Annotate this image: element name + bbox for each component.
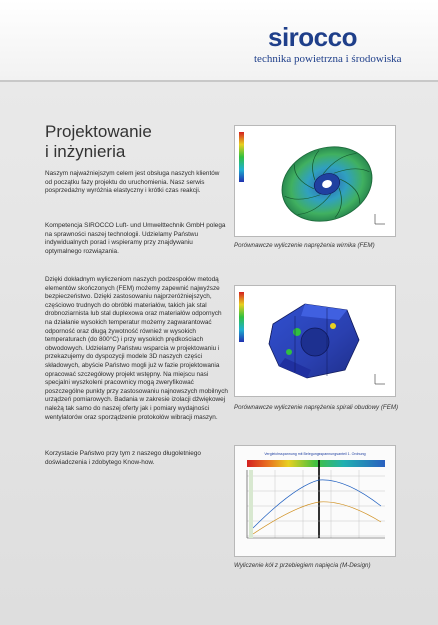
brand-logo: sirocco xyxy=(268,22,357,52)
figure-mdesign-caption: Wyliczenie kół z przebiegiem napięcia (M-Design) xyxy=(234,562,371,569)
header xyxy=(0,0,438,80)
page-title-line2: i inżynieria xyxy=(45,142,126,161)
paragraph-fem: Dzięki dokładnym wyliczeniom naszych podzespołów metodą elementów skończonych (FEM) możemy zapewnić najwyższe bezpieczeństwo. Dzięki zastosowaniu najprzeróżniejszych, częściowo trudnych do obróbki materiałów, takich jak stal drobnoziarnista lub stal duplexowa oraz materiałów odpornych na działanie wysokich temperatur możemy zagwarantować odporność oraz długą żywotność również w wysokich temperaturach (do 800°C) i przy wysokich prędkościach obwodowych. Udzielamy Państwu wsparcia w projektowaniu i przekazujemy do dyspozycji modele 3D naszych części składowych, abyście Państwo mogli już w fazie projektowania opracować szczegółowy projekt wstępny. Na miejscu nasi specjalni wyszkoleni pracownicy mogą zweryfikować poszczególne punkty przy zastosowaniu najnowszych mobilnych urządzeń pomiarowych. Badania w zakresie izolacji dźwiękowej należą tak samo do naszej oferty jak i pomiary wydajności wentylatorów oraz sporządzenie protokołów wibracji maszyn. xyxy=(45,276,228,421)
casing-fem-image xyxy=(235,286,395,396)
page-title-line1: Projektowanie xyxy=(45,122,152,141)
brand-tagline: technika powietrzna i środowiska xyxy=(254,53,402,65)
figure-casing-caption: Porównawcze wyliczenie naprężenia spirali obudowy (FEM) xyxy=(234,404,399,411)
figure-mdesign xyxy=(234,445,396,557)
impeller-fem-image xyxy=(235,126,395,236)
figure-impeller-caption: Porównawcze wyliczenie naprężenia wirnika (FEM) xyxy=(234,242,375,249)
paragraph-experience: Korzystacie Państwo przy tym z naszego długoletniego doświadczenia i zdobytego Know-how. xyxy=(45,450,201,466)
page-title xyxy=(45,122,152,162)
mdesign-chart-image xyxy=(235,446,395,556)
figure-casing-fem xyxy=(234,285,396,397)
paragraph-intro: Naszym najważniejszym celem jest obsługa naszych klientów od początku fazy projektu do uruchomienia. Nasz serwis posprzedażny wyróżnia elastyczny i krótki czas reakcji. xyxy=(45,170,220,195)
paragraph-competence: Kompetencja SIROCCO Luft- und Umwelttechnik GmbH polega na sprawności naszej technologii. Udzielamy Państwu indywidualnych porad i wspieramy przy znajdywaniu optymalnego rozwiązania. xyxy=(45,222,226,255)
figure-impeller-fem xyxy=(234,125,396,237)
mdesign-chart-header: Vergleichsspannung mit Belegungsspannungsanteil 1. Ordnung xyxy=(264,452,366,456)
